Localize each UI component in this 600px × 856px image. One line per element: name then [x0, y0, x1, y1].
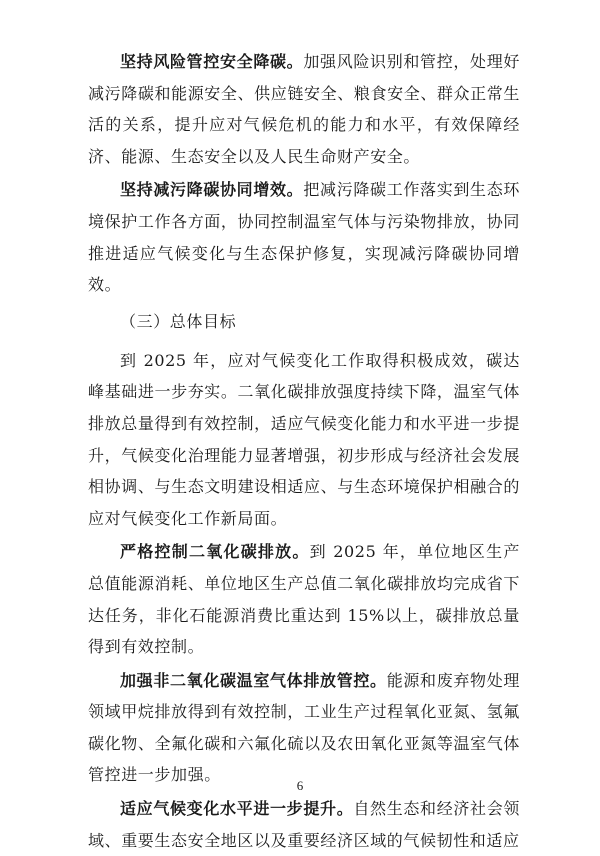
target-adaptation-text: 自然生态和经济社会领域、重要生态安全地区以及重要经济区域的气候韧性和适应: [88, 799, 520, 850]
page-number: 6: [296, 778, 304, 793]
target-non-co2: [88, 665, 520, 791]
principle-risk-control: [88, 46, 520, 172]
document-body: [88, 46, 520, 856]
principle-synergy: [88, 174, 520, 300]
target-adaptation: [88, 793, 520, 856]
principle-risk-control-text: 加强风险识别和管控，处理好减污降碳和能源安全、供应链安全、粮食安全、群众正常生活的关系，提升应对气候危机的能力和水平，有效保障经济、能源、生态安全以及人民生命财产安全。: [88, 52, 520, 166]
principle-synergy-text: 把减污降碳工作落实到生态环境保护工作各方面，协同控制温室气体与污染物排放，协同推进适应气候变化与生态保护修复，实现减污降碳协同增效。: [88, 180, 520, 295]
principle-synergy-heading: 坚持减污降碳协同增效。: [120, 180, 304, 200]
target-co2-control: [88, 536, 520, 662]
target-non-co2-heading: 加强非二氧化碳温室气体排放管控。: [120, 670, 387, 690]
principle-risk-control-heading: 坚持风险管控安全降碳。: [120, 52, 304, 71]
target-adaptation-heading: 适应气候变化水平进一步提升。: [120, 799, 354, 819]
target-co2-control-text: 到 2025 年，单位地区生产总值能源消耗、单位地区生产总值二氧化碳排放均完成省下达任务，非化石能源消费比重达到 15%以上，碳排放总量得到有效控制。: [88, 542, 520, 657]
overall-goal-paragraph: 到 2025 年，应对气候变化工作取得积极成效，碳达峰基础进一步夯实。二氧化碳排放强度持续下降，温室气体排放总量得到有效控制，适应气候变化能力和水平进一步提升，气候变化治理能力显著增强，初步形成与经济社会发展相协调、与生态文明建设相适应、与生态环境保护相融合的应对气候变化工作新局面。: [88, 350, 520, 528]
target-non-co2-text: 能源和废弃物处理领域甲烷排放得到有效控制，工业生产过程氧化亚氮、氢氟碳化物、全氟化碳和六氟化硫以及农田氧化亚氮等温室气体管控进一步加强。: [88, 670, 520, 785]
section-heading-overall-goals: （三）总体目标: [120, 311, 237, 331]
target-co2-control-heading: 严格控制二氧化碳排放。: [120, 542, 310, 562]
